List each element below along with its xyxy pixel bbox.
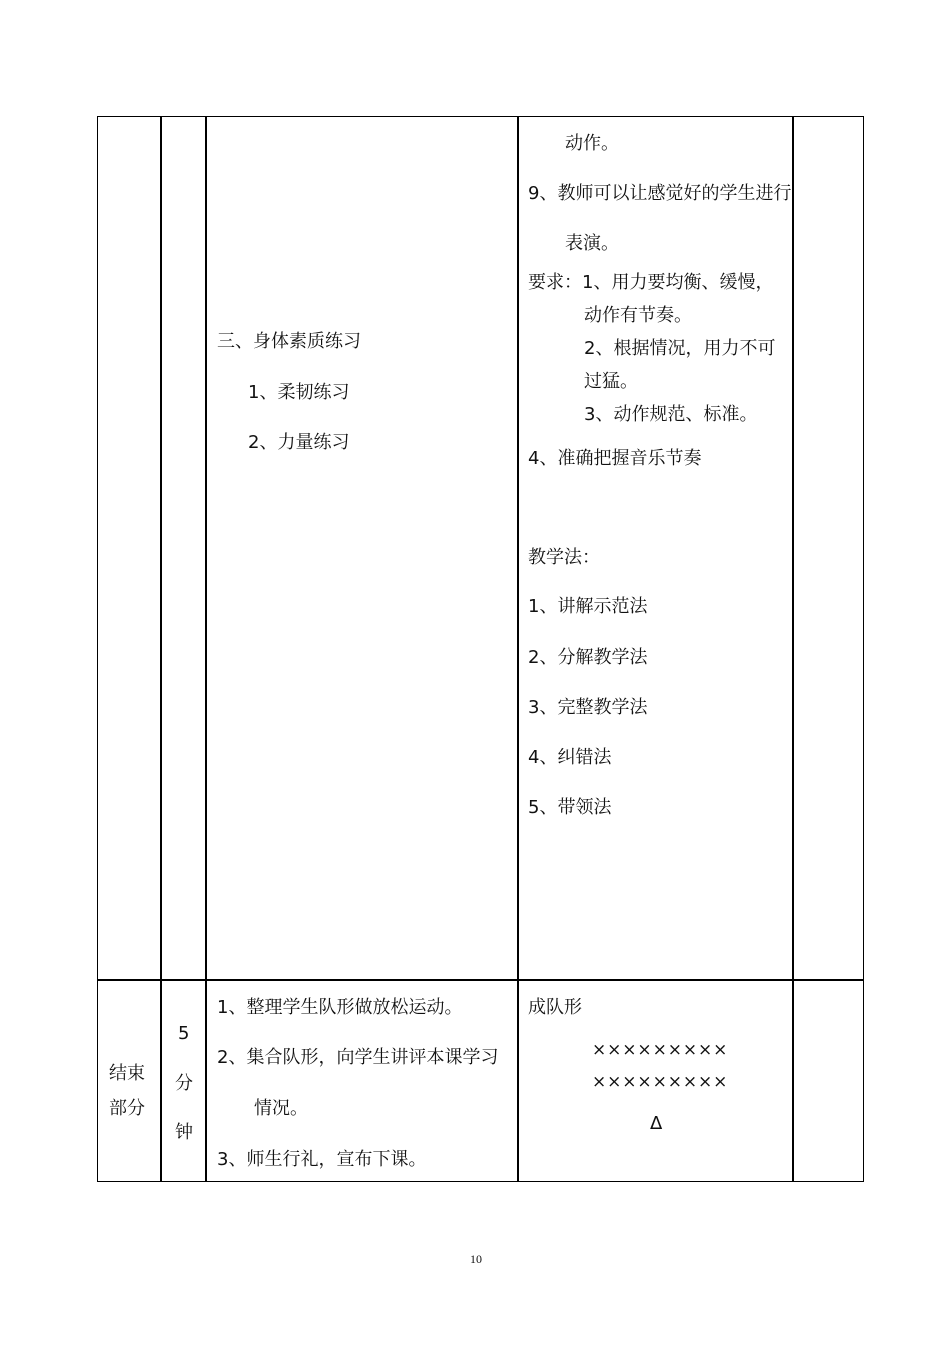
time-value: 5 [178,1023,190,1044]
row-divider [98,979,863,981]
teaching-method-item: 4、纠错法 [528,747,612,768]
requirement-line: 要求：1、用力要均衡、缓慢， [528,272,774,293]
page-number: 10 [470,1252,482,1266]
formation-title: 成队形 [528,997,582,1018]
closing-item: 情况。 [254,1098,308,1119]
requirement-line: 3、动作规范、标准。 [584,404,758,425]
method-cell [519,117,792,979]
method-line: 表演。 [565,233,619,254]
teaching-method-item: 5、带领法 [528,797,612,818]
teacher-position-mark: Δ [650,1113,663,1134]
teaching-method-item: 2、分解教学法 [528,647,648,668]
column-divider [792,117,794,1181]
time-unit: 钟 [175,1122,193,1143]
teaching-method-item: 3、完整教学法 [528,697,648,718]
requirement-line: 4、准确把握音乐节奏 [528,448,702,469]
teaching-method-item: 1、讲解示范法 [528,596,648,617]
lesson-plan-table [97,116,864,1182]
method-line: 9、教师可以让感觉好的学生进行 [528,183,792,204]
closing-item: 1、整理学生队形做放松运动。 [217,997,463,1018]
requirement-line: 动作有节奏。 [584,305,692,326]
time-unit: 分 [175,1073,193,1094]
method-line: 动作。 [565,133,619,154]
content-item: 2、力量练习 [248,432,350,453]
formation-row: ××××××××× [592,1040,729,1060]
content-item: 1、柔韧练习 [248,382,350,403]
closing-item: 2、集合队形，向学生讲评本课学习 [217,1047,499,1068]
formation-row: ××××××××× [592,1072,729,1092]
requirement-line: 过猛。 [584,371,638,392]
part-label: 结束 [109,1063,145,1084]
content-heading: 三、身体素质练习 [217,331,361,352]
column-divider [205,117,207,1181]
requirement-line: 2、根据情况，用力不可 [584,338,776,359]
teaching-method-title: 教学法： [528,547,600,568]
column-divider [160,117,162,1181]
part-label: 部分 [109,1098,145,1119]
closing-item: 3、师生行礼，宣布下课。 [217,1149,427,1170]
